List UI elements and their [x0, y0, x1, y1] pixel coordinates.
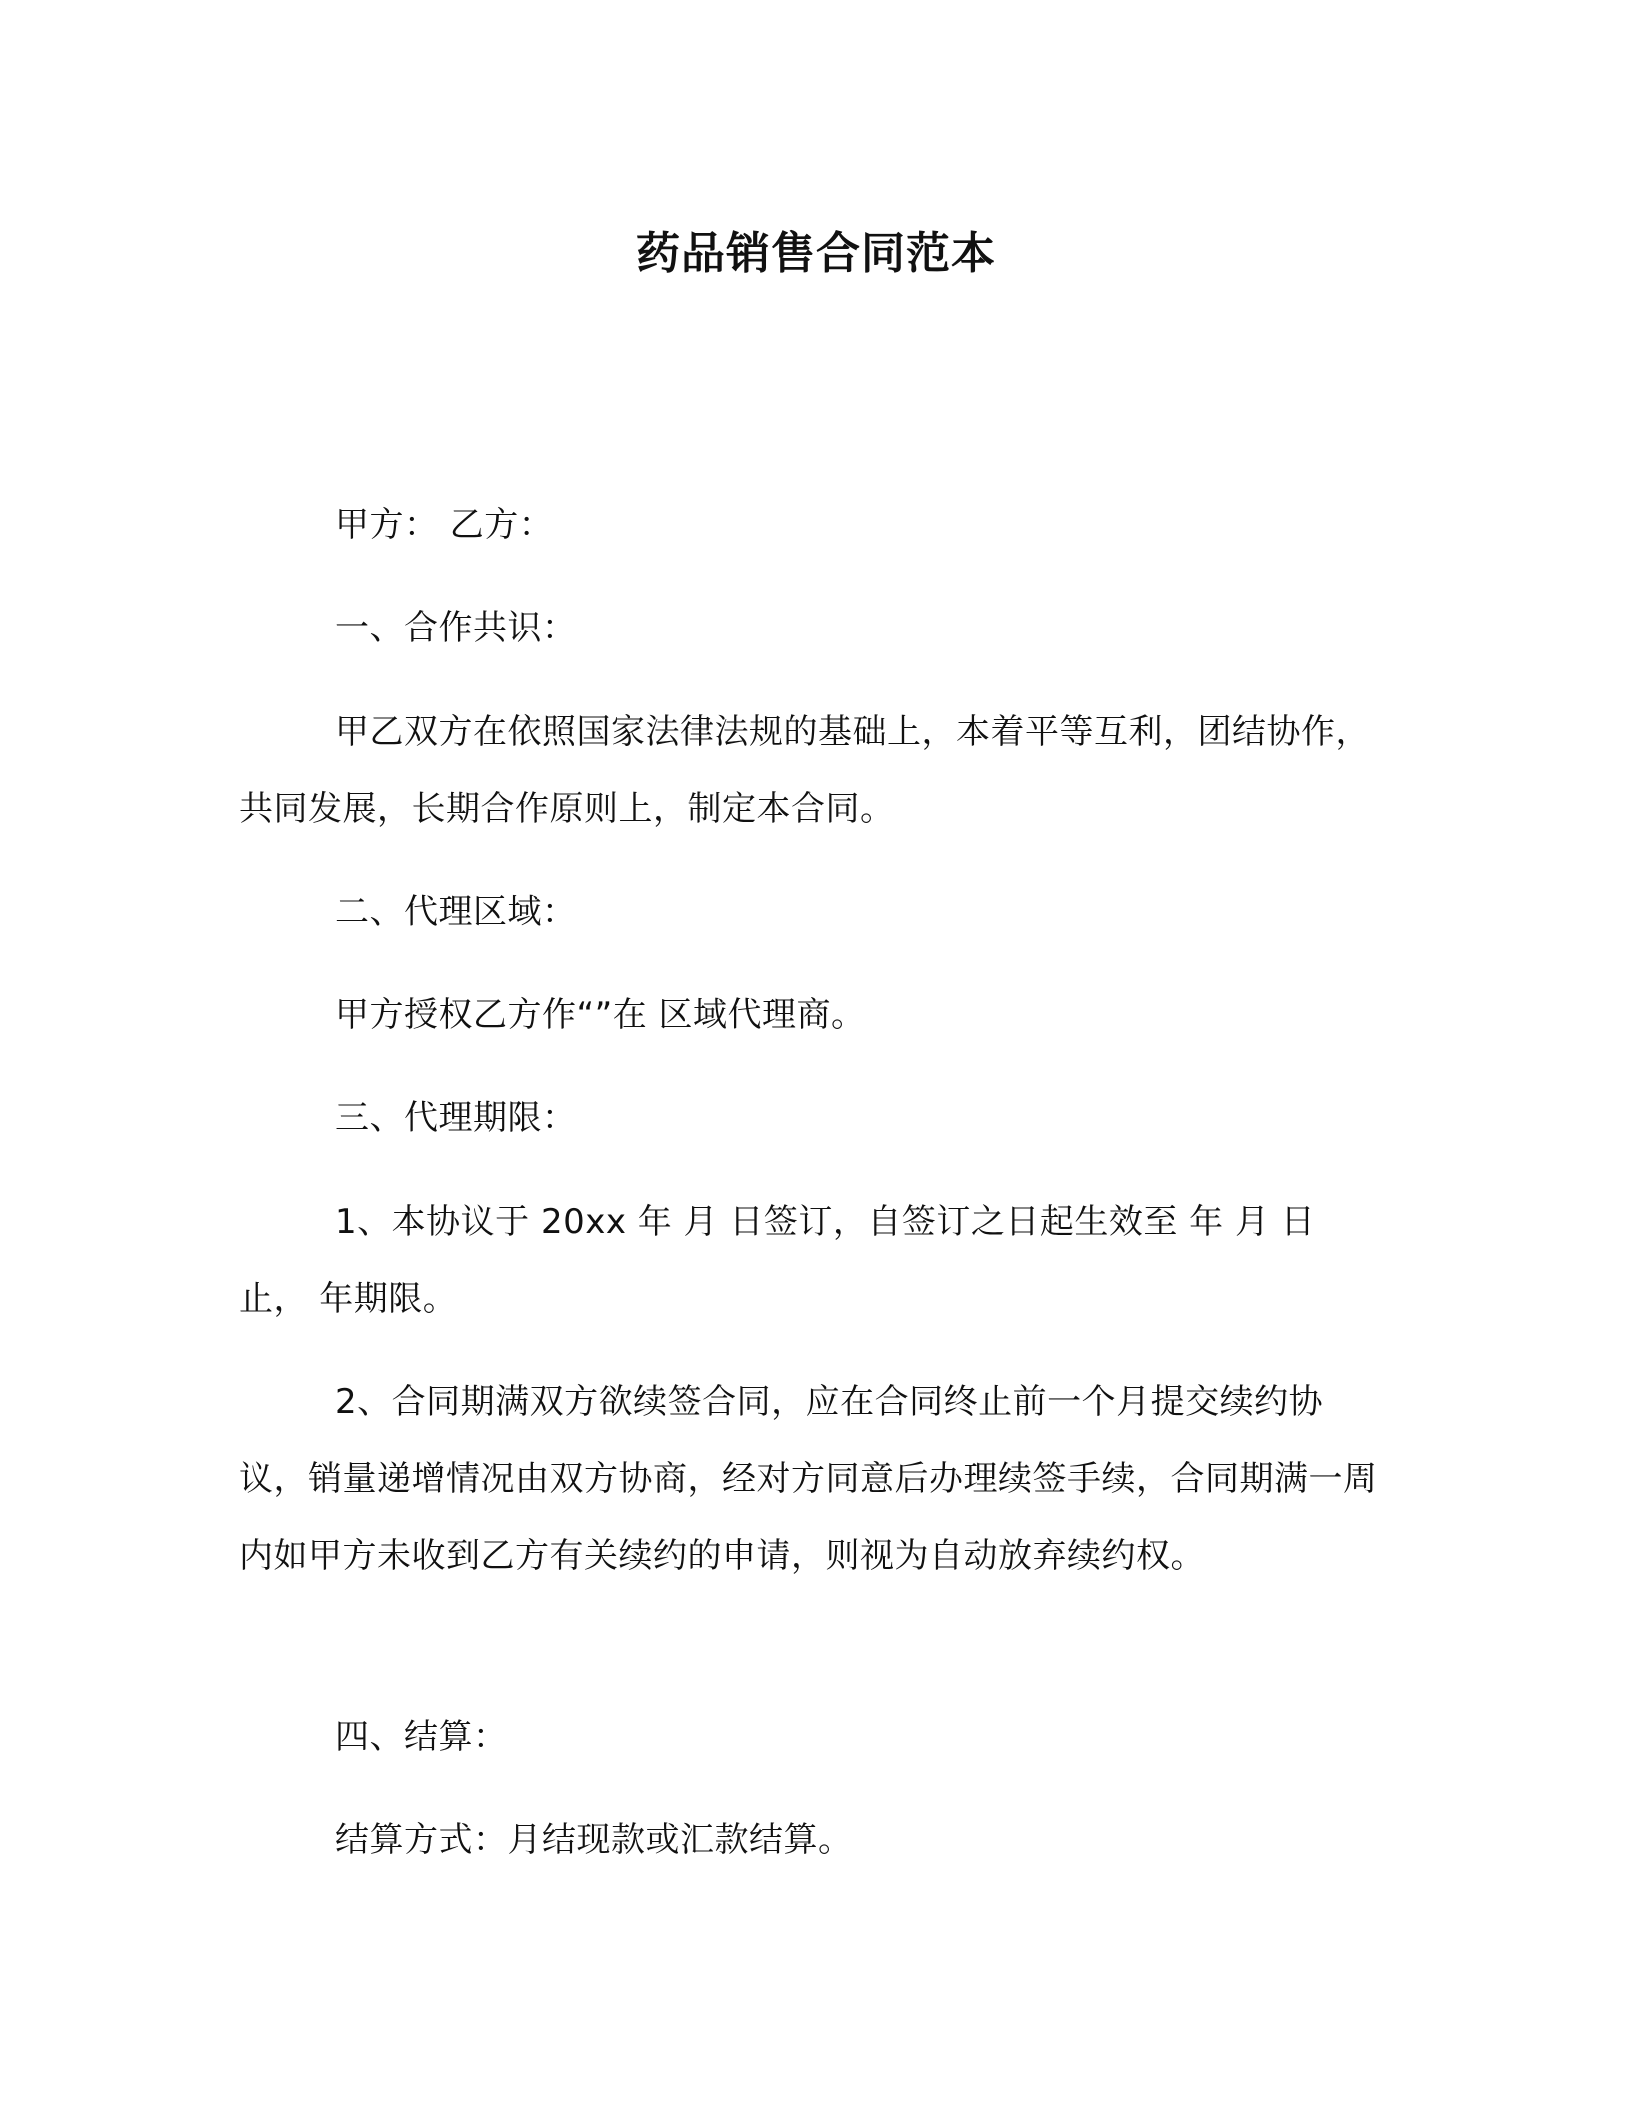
section2-body: 甲方授权乙方作“”在 区域代理商。: [335, 995, 866, 1035]
section1-heading: 一、合作共识：: [335, 608, 577, 648]
section3-item2: 2、合同期满双方欲续签合同，应在合同终止前一个月提交续约协议，销量递增情况由双方协商，经对方同意后办理续签手续，合同期满一周内如甲方未收到乙方有关续约的申请，则视为自动放弃续约权。: [239, 1382, 1378, 1576]
section3-item1: 1、本协议于 20xx 年 月 日签订，自签订之日起生效至 年 月 日止， 年期限。: [239, 1202, 1316, 1319]
section2-heading: 二、代理区域：: [335, 892, 577, 932]
page-title: 药品销售合同范本: [636, 228, 996, 279]
section4-body: 结算方式：月结现款或汇款结算。: [335, 1820, 853, 1860]
section4-heading: 四、结算：: [335, 1717, 508, 1757]
section1-body: 甲乙双方在依照国家法律法规的基础上，本着平等互利，团结协作，共同发展，长期合作原则上，制定本合同。: [239, 712, 1370, 829]
section3-heading: 三、代理期限：: [335, 1098, 577, 1138]
parties-line: 甲方： 乙方：: [335, 505, 554, 545]
